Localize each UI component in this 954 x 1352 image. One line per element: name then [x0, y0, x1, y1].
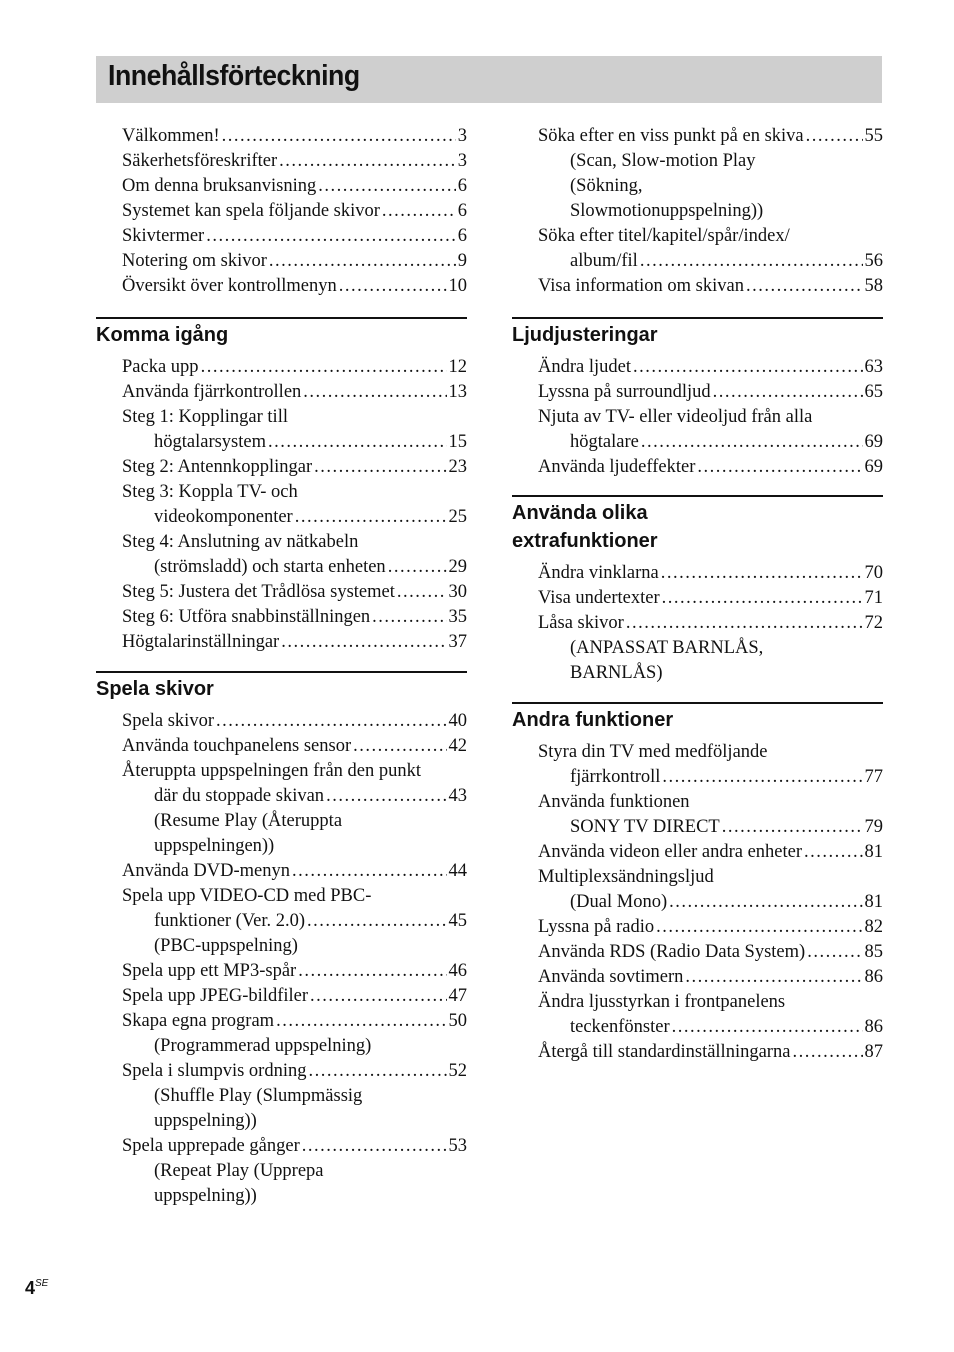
dot-leader: [303, 380, 446, 405]
toc-entry: [122, 759, 467, 784]
dot-leader: [310, 984, 446, 1009]
toc-entry: [122, 580, 467, 605]
dot-leader: [662, 765, 862, 790]
toc-entry: [538, 586, 883, 611]
toc-entry-title: Högtalarinställningar: [122, 632, 280, 652]
toc-entry-page: 10: [448, 276, 467, 296]
toc-entries: [122, 124, 467, 299]
toc-entry-page: 53: [448, 1136, 467, 1156]
toc-section-soka: [512, 124, 883, 299]
dot-leader: [318, 174, 456, 199]
toc-entry: [538, 840, 883, 865]
toc-entry-page: 46: [448, 961, 467, 981]
toc-entry-title: (strömsladd) och starta enheten: [154, 557, 386, 577]
toc-entry: [122, 809, 467, 834]
toc-section-andra-funktioner: [512, 702, 883, 1065]
toc-entry: [538, 124, 883, 149]
section-heading: Spela skivor: [96, 671, 467, 703]
dot-leader: [397, 580, 447, 605]
toc-entry-page: 6: [457, 201, 467, 221]
dot-leader: [302, 1134, 447, 1159]
toc-entry: [122, 249, 467, 274]
toc-entry-title: Använda RDS (Radio Data System): [538, 942, 806, 962]
dot-leader: [372, 605, 446, 630]
dot-leader: [295, 505, 447, 530]
toc-entry-title: (Programmerad uppspelning): [154, 1036, 372, 1056]
toc-entry-page: 79: [864, 817, 883, 837]
toc-entry: [538, 765, 883, 790]
toc-entry-page: 87: [864, 1042, 883, 1062]
toc-entry-page: 45: [448, 911, 467, 931]
toc-entry-title: Lyssna på surroundljud: [538, 382, 711, 402]
toc-entry-title: Steg 3: Koppla TV- och: [122, 482, 298, 502]
toc-entry-page: 85: [864, 942, 883, 962]
toc-entry-page: 13: [448, 382, 467, 402]
dot-leader: [339, 274, 447, 299]
dot-leader: [662, 586, 863, 611]
toc-entry-page: 37: [448, 632, 467, 652]
toc-entry-title: Notering om skivor: [122, 251, 267, 271]
toc-entry-page: 9: [457, 251, 467, 271]
toc-entry-title: uppspelning)): [154, 1111, 257, 1131]
toc-entry: [122, 859, 467, 884]
toc-section-intro: [96, 124, 467, 299]
toc-section-extrafunktioner: [512, 495, 883, 686]
toc-entry-title: fjärrkontroll: [570, 767, 661, 787]
toc-entry: [122, 555, 467, 580]
toc-entry: [538, 174, 883, 199]
toc-entry-title: Låsa skivor: [538, 613, 624, 633]
toc-entry-page: 30: [448, 582, 467, 602]
dot-leader: [268, 430, 446, 455]
toc-entry-title: Säkerhetsföreskrifter: [122, 151, 278, 171]
toc-entries: [538, 355, 883, 480]
toc-entry-page: 25: [448, 507, 467, 527]
toc-entry: [122, 199, 467, 224]
toc-entry-title: Spela upprepade gånger: [122, 1136, 300, 1156]
page-number-value: 4: [25, 1278, 36, 1298]
dot-leader: [656, 915, 862, 940]
toc-entry-page: 40: [448, 711, 467, 731]
toc-entry-title: (Sökning,: [570, 176, 643, 196]
toc-entry: [538, 990, 883, 1015]
toc-entry-title: högtalare: [570, 432, 639, 452]
toc-entry-title: Steg 2: Antennkopplingar: [122, 457, 313, 477]
toc-entry: [122, 1109, 467, 1134]
toc-entry: [122, 274, 467, 299]
page-number-suffix: SE: [35, 1278, 49, 1289]
toc-entry: [538, 274, 883, 299]
toc-entry-title: (Shuffle Play (Slumpmässig: [154, 1086, 363, 1106]
toc-entry-title: Lyssna på radio: [538, 917, 655, 937]
toc-entry: [122, 1134, 467, 1159]
dot-leader: [269, 249, 456, 274]
page-title: Innehållsförteckning: [108, 60, 360, 92]
dot-leader: [626, 611, 863, 636]
section-heading: Komma igång: [96, 317, 467, 349]
toc-entry-title: Spela i slumpvis ordning: [122, 1061, 307, 1081]
section-heading-line: extrafunktioner: [512, 530, 658, 552]
page-number: [25, 1278, 48, 1299]
dot-leader: [222, 124, 456, 149]
toc-entry: [538, 249, 883, 274]
toc-entry-page: 82: [864, 917, 883, 937]
toc-entry: [538, 224, 883, 249]
toc-entry: [122, 1159, 467, 1184]
toc-entry-title: album/fil: [570, 251, 638, 271]
toc-entry-title: högtalarsystem: [154, 432, 267, 452]
toc-entries: [538, 561, 883, 686]
dot-leader: [206, 224, 456, 249]
toc-entry-page: 70: [864, 563, 883, 583]
toc-entry-page: 23: [448, 457, 467, 477]
toc-entry-title: Visa undertexter: [538, 588, 660, 608]
dot-leader: [279, 149, 456, 174]
dot-leader: [353, 734, 446, 759]
toc-entry-page: 35: [448, 607, 467, 627]
toc-entry-page: 12: [448, 357, 467, 377]
dot-leader: [276, 1009, 446, 1034]
toc-entry-page: 44: [448, 861, 467, 881]
toc-entries: [538, 740, 883, 1065]
toc-entry-title: Steg 6: Utföra snabbinställningen: [122, 607, 371, 627]
dot-leader: [633, 355, 863, 380]
toc-entry-page: 63: [864, 357, 883, 377]
toc-entry: [538, 661, 883, 686]
toc-entry-title: Steg 4: Anslutning av nätkabeln: [122, 532, 359, 552]
toc-entry-page: 81: [864, 892, 883, 912]
dot-leader: [382, 199, 456, 224]
toc-entry-page: 72: [864, 613, 883, 633]
dot-leader: [281, 630, 446, 655]
toc-entry-title: uppspelningen)): [154, 836, 275, 856]
dot-leader: [804, 840, 862, 865]
toc-entry: [538, 561, 883, 586]
toc-entry: [122, 380, 467, 405]
toc-entries: [122, 709, 467, 1209]
toc-entry-title: (ANPASSAT BARNLÅS,: [570, 638, 764, 658]
dot-leader: [722, 815, 863, 840]
toc-entry-page: 47: [448, 986, 467, 1006]
toc-entry-page: 58: [864, 276, 883, 296]
toc-entry: [122, 709, 467, 734]
dot-leader: [309, 1059, 447, 1084]
toc-entry-page: 15: [448, 432, 467, 452]
toc-entry: [122, 934, 467, 959]
toc-entry-page: 77: [864, 767, 883, 787]
toc-entry: [538, 1040, 883, 1065]
toc-entry: [122, 834, 467, 859]
toc-entry-title: Välkommen!: [122, 126, 220, 146]
toc-entry-page: 42: [448, 736, 467, 756]
toc-section-ljudjusteringar: [512, 317, 883, 480]
toc-entry-title: Ändra ljusstyrkan i frontpanelens: [538, 992, 786, 1012]
dot-leader: [326, 784, 446, 809]
toc-entry: [122, 1009, 467, 1034]
toc-entry: [538, 915, 883, 940]
toc-entry-title: Packa upp: [122, 357, 199, 377]
toc-entry: [538, 940, 883, 965]
toc-entry-title: Använda ljudeffekter: [538, 457, 696, 477]
toc-entry-title: (Dual Mono): [570, 892, 668, 912]
dot-leader: [314, 455, 446, 480]
toc-entry-page: 3: [457, 151, 467, 171]
toc-entry-title: (Scan, Slow-motion Play: [570, 151, 756, 171]
toc-entry-page: 86: [864, 967, 883, 987]
dot-leader: [746, 274, 863, 299]
toc-entry: [538, 455, 883, 480]
toc-entry: [122, 430, 467, 455]
toc-entry-title: Multiplexsändningsljud: [538, 867, 714, 887]
toc-entry-page: 69: [864, 457, 883, 477]
toc-entry-page: 52: [448, 1061, 467, 1081]
toc-entry: [538, 865, 883, 890]
toc-entry: [122, 605, 467, 630]
toc-entry-page: 6: [457, 176, 467, 196]
toc-entry-title: Spela skivor: [122, 711, 214, 731]
toc-entry-page: 29: [448, 557, 467, 577]
toc-section-komma-igang: [96, 317, 467, 655]
dot-leader: [792, 1040, 862, 1065]
toc-entry: [122, 1084, 467, 1109]
toc-entry: [538, 740, 883, 765]
toc-entry-title: Återuppta uppspelningen från den punkt: [122, 761, 422, 781]
toc-entry: [538, 965, 883, 990]
toc-entry-page: 55: [864, 126, 883, 146]
dot-leader: [216, 709, 447, 734]
toc-entry: [538, 430, 883, 455]
toc-entry: [538, 790, 883, 815]
toc-entry: [122, 405, 467, 430]
toc-entry: [122, 1034, 467, 1059]
toc-entry-title: Använda touchpanelens sensor: [122, 736, 352, 756]
toc-entry: [538, 815, 883, 840]
dot-leader: [640, 249, 863, 274]
toc-entry-title: Skivtermer: [122, 226, 205, 246]
toc-entry: [538, 149, 883, 174]
section-heading: Ljudjusteringar: [512, 317, 883, 349]
toc-entry-title: Ändra ljudet: [538, 357, 631, 377]
toc-entry-page: 69: [864, 432, 883, 452]
toc-entry: [122, 455, 467, 480]
dot-leader: [669, 890, 862, 915]
toc-entry-page: 50: [448, 1011, 467, 1031]
toc-entry: [122, 630, 467, 655]
dot-leader: [713, 380, 863, 405]
toc-entry: [122, 149, 467, 174]
section-heading: [512, 495, 883, 555]
toc-entry: [538, 636, 883, 661]
toc-entry-page: 71: [864, 588, 883, 608]
toc-entry-page: 65: [864, 382, 883, 402]
dot-leader: [661, 561, 863, 586]
toc-entry-title: Använda DVD-menyn: [122, 861, 290, 881]
toc-entry-title: Slowmotionuppspelning)): [570, 201, 764, 221]
toc-entry-title: funktioner (Ver. 2.0): [154, 911, 306, 931]
toc-entry-page: 3: [457, 126, 467, 146]
dot-leader: [201, 355, 447, 380]
toc-entry: [122, 124, 467, 149]
title-bar: [96, 56, 882, 103]
toc-entry: [122, 734, 467, 759]
toc-entry-title: uppspelning)): [154, 1186, 257, 1206]
dot-leader: [806, 124, 863, 149]
toc-entry-title: Systemet kan spela följande skivor: [122, 201, 380, 221]
toc-entry-title: Om denna bruksanvisning: [122, 176, 317, 196]
toc-entry: [538, 611, 883, 636]
dot-leader: [685, 965, 862, 990]
toc-entry-page: 56: [864, 251, 883, 271]
toc-entry-title: (Resume Play (Återuppta: [154, 811, 343, 831]
dot-leader: [697, 455, 862, 480]
toc-entry-title: Visa information om skivan: [538, 276, 744, 296]
toc-entry: [538, 1015, 883, 1040]
dot-leader: [307, 909, 446, 934]
toc-entry-title: (PBC-uppspelning): [154, 936, 298, 956]
toc-entry: [122, 884, 467, 909]
toc-entry-title: SONY TV DIRECT: [570, 817, 720, 837]
toc-entry-title: (Repeat Play (Upprepa: [154, 1161, 324, 1181]
toc-entry: [122, 174, 467, 199]
dot-leader: [672, 1015, 863, 1040]
dot-leader: [388, 555, 447, 580]
toc-entry-title: BARNLÅS): [570, 663, 663, 683]
toc-entry-title: Återgå till standardinställningarna: [538, 1042, 791, 1062]
section-heading-line: Använda olika: [512, 502, 648, 524]
toc-entry: [122, 984, 467, 1009]
toc-entry-title: Använda videon eller andra enheter: [538, 842, 803, 862]
toc-entry: [538, 890, 883, 915]
toc-entry: [538, 355, 883, 380]
toc-entry-title: Översikt över kontrollmenyn: [122, 276, 337, 296]
dot-leader: [298, 959, 446, 984]
toc-entry-title: teckenfönster: [570, 1017, 670, 1037]
toc-entry-title: Steg 5: Justera det Trådlösa systemet: [122, 582, 395, 602]
toc-entry-title: Söka efter titel/kapitel/spår/index/: [538, 226, 790, 246]
toc-entry: [538, 405, 883, 430]
toc-entry: [122, 505, 467, 530]
toc-entry: [538, 380, 883, 405]
dot-leader: [292, 859, 447, 884]
toc-entry: [122, 1059, 467, 1084]
toc-entry: [122, 530, 467, 555]
dot-leader: [641, 430, 863, 455]
toc-section-spela-skivor: [96, 671, 467, 1209]
toc-entry-title: där du stoppade skivan: [154, 786, 325, 806]
toc-entry-page: 86: [864, 1017, 883, 1037]
section-heading: Andra funktioner: [512, 702, 883, 734]
toc-entries: [538, 124, 883, 299]
toc-entry-page: 43: [448, 786, 467, 806]
toc-entry-title: Styra din TV med medföljande: [538, 742, 768, 762]
toc-entry-title: Spela upp JPEG-bildfiler: [122, 986, 309, 1006]
dot-leader: [807, 940, 862, 965]
toc-entry-title: Använda fjärrkontrollen: [122, 382, 302, 402]
toc-entry-title: Steg 1: Kopplingar till: [122, 407, 288, 427]
toc-entries: [122, 355, 467, 655]
toc-entry-title: Använda sovtimern: [538, 967, 684, 987]
toc-entry: [122, 1184, 467, 1209]
toc-entry-title: Skapa egna program: [122, 1011, 275, 1031]
toc-entry-title: Njuta av TV- eller videoljud från alla: [538, 407, 813, 427]
toc-entry-title: Använda funktionen: [538, 792, 690, 812]
toc-entry: [122, 909, 467, 934]
toc-entry: [122, 784, 467, 809]
toc-entry: [122, 959, 467, 984]
toc-entry-title: Spela upp ett MP3-spår: [122, 961, 297, 981]
toc-entry-title: Ändra vinklarna: [538, 563, 659, 583]
toc-entry: [538, 199, 883, 224]
toc-entry-title: Spela upp VIDEO-CD med PBC-: [122, 886, 372, 906]
toc-entry-page: 6: [457, 226, 467, 246]
toc-entry-title: videokomponenter: [154, 507, 293, 527]
toc-entry: [122, 480, 467, 505]
toc-entry: [122, 224, 467, 249]
toc-entry-page: 81: [864, 842, 883, 862]
toc-entry-title: Söka efter en viss punkt på en skiva: [538, 126, 804, 146]
toc-entry: [122, 355, 467, 380]
